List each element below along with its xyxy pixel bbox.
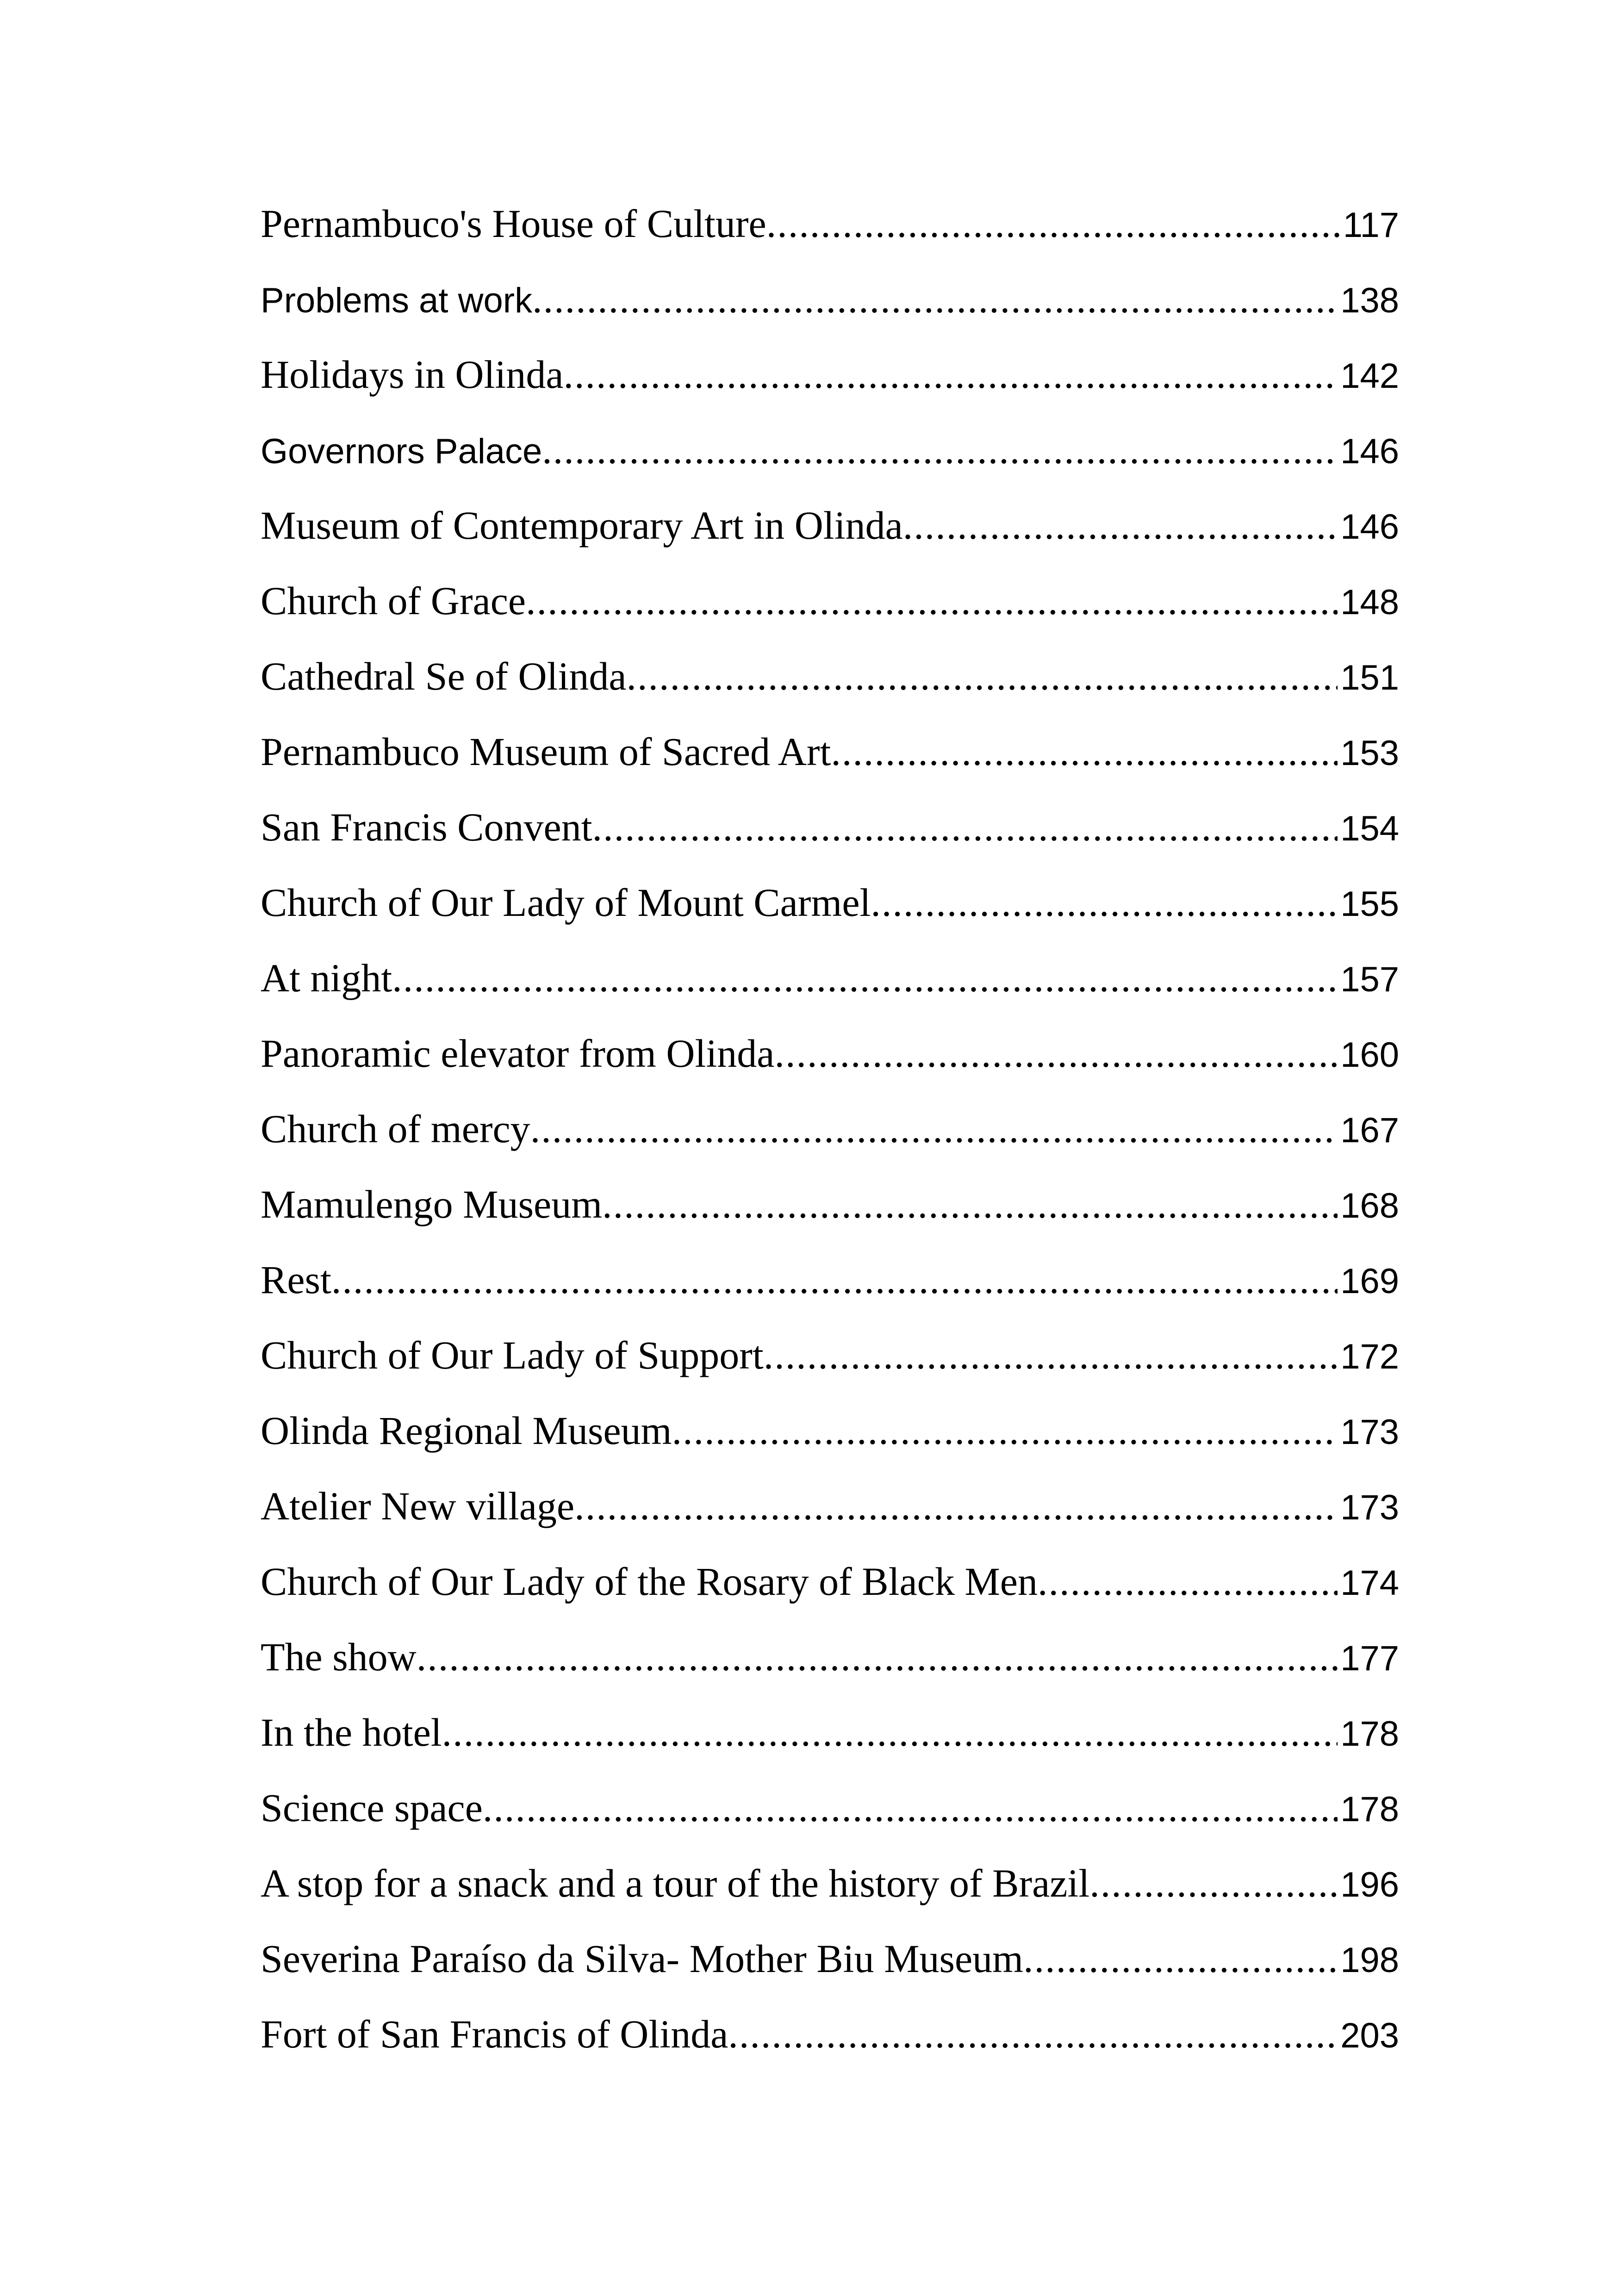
dot-leader [764, 1335, 1338, 1375]
toc-entry-page-number: 155 [1340, 884, 1399, 924]
dot-leader [766, 204, 1340, 243]
toc-entry-page-number: 172 [1340, 1337, 1399, 1376]
toc-entry-title: Cathedral Se of Olinda [261, 656, 627, 698]
toc-entry-title: Olinda Regional Museum [261, 1411, 672, 1453]
toc-entry-title: Rest [261, 1260, 331, 1302]
toc-entry[interactable] [261, 1939, 1399, 2014]
toc-entry-title: Severina Paraíso da Silva- Mother Biu Museum [261, 1939, 1024, 1981]
table-of-contents [261, 204, 1399, 2090]
toc-entry-title: Church of Our Lady of the Rosary of Black Men [261, 1562, 1038, 1604]
toc-entry[interactable] [261, 1712, 1399, 1788]
dot-leader [530, 1109, 1338, 1149]
toc-entry[interactable] [261, 883, 1399, 958]
toc-entry-title: Atelier New village [261, 1486, 575, 1528]
toc-entry-title: Problems at work [261, 281, 533, 320]
toc-entry-title: Church of Our Lady of Mount Carmel [261, 883, 871, 925]
toc-entry[interactable] [261, 505, 1399, 581]
toc-entry-page-number: 173 [1340, 1412, 1399, 1452]
toc-entry[interactable] [261, 1863, 1399, 1939]
toc-entry[interactable] [261, 1486, 1399, 1562]
dot-leader [592, 807, 1338, 847]
toc-entry-title: Church of Our Lady of Support [261, 1335, 764, 1377]
toc-entry[interactable] [261, 430, 1399, 505]
toc-entry-page-number: 177 [1340, 1639, 1399, 1678]
toc-entry-title: Church of mercy [261, 1109, 530, 1151]
toc-entry-page-number: 117 [1343, 205, 1399, 245]
dot-leader [442, 1712, 1338, 1752]
toc-entry-page-number: 168 [1340, 1186, 1399, 1226]
toc-entry-page-number: 154 [1340, 809, 1399, 848]
toc-entry-page-number: 167 [1340, 1111, 1399, 1150]
dot-leader [542, 430, 1338, 470]
dot-leader [331, 1260, 1338, 1300]
toc-entry-page-number: 178 [1340, 1714, 1399, 1754]
toc-entry-title: Panoramic elevator from Olinda [261, 1033, 775, 1076]
toc-entry-title: A stop for a snack and a tour of the history of Brazil [261, 1863, 1090, 1905]
toc-entry-title: At night [261, 958, 392, 1000]
toc-entry-title: The show [261, 1637, 417, 1679]
dot-leader [1038, 1562, 1338, 1601]
toc-entry[interactable] [261, 732, 1399, 807]
toc-entry-title: Pernambuco's House of Culture [261, 204, 766, 246]
dot-leader [1023, 1939, 1338, 1979]
toc-entry[interactable] [261, 1335, 1399, 1411]
toc-entry-title: San Francis Convent [261, 807, 592, 849]
toc-entry[interactable] [261, 2014, 1399, 2090]
dot-leader [627, 656, 1338, 696]
dot-leader [672, 1411, 1338, 1450]
toc-entry[interactable] [261, 1260, 1399, 1335]
toc-entry-title: Mamulengo Museum [261, 1184, 603, 1226]
toc-entry-page-number: 153 [1340, 734, 1399, 773]
dot-leader [831, 732, 1338, 772]
dot-leader [774, 1033, 1338, 1073]
toc-entry-title: Fort of San Francis of Olinda [261, 2014, 728, 2056]
toc-entry[interactable] [261, 581, 1399, 656]
toc-entry-page-number: 138 [1340, 281, 1399, 320]
toc-entry[interactable] [261, 656, 1399, 732]
dot-leader [532, 279, 1338, 319]
toc-entry-page-number: 198 [1340, 1941, 1399, 1980]
toc-entry-title: In the hotel [261, 1712, 442, 1755]
toc-entry[interactable] [261, 1184, 1399, 1260]
dot-leader [526, 581, 1338, 621]
toc-entry-page-number: 151 [1340, 658, 1399, 697]
toc-entry-page-number: 203 [1340, 2016, 1399, 2055]
toc-entry-page-number: 160 [1340, 1035, 1399, 1075]
toc-entry[interactable] [261, 355, 1399, 430]
toc-entry-page-number: 146 [1340, 432, 1399, 471]
toc-entry-title: Pernambuco Museum of Sacred Art [261, 732, 831, 774]
toc-entry[interactable] [261, 279, 1399, 355]
dot-leader [564, 355, 1338, 394]
toc-entry-title: Holidays in Olinda [261, 355, 564, 397]
dot-leader [903, 505, 1338, 545]
toc-entry[interactable] [261, 1788, 1399, 1863]
toc-entry-page-number: 148 [1340, 583, 1399, 622]
toc-entry-page-number: 178 [1340, 1790, 1399, 1829]
toc-entry-page-number: 173 [1340, 1488, 1399, 1527]
toc-entry-page-number: 146 [1340, 507, 1399, 547]
toc-entry-page-number: 142 [1340, 356, 1399, 396]
toc-entry-title: Science space [261, 1788, 483, 1830]
toc-entry[interactable] [261, 1109, 1399, 1184]
toc-entry[interactable] [261, 807, 1399, 883]
dot-leader [1089, 1863, 1338, 1903]
toc-entry[interactable] [261, 1637, 1399, 1712]
dot-leader [574, 1486, 1338, 1526]
toc-entry-page-number: 169 [1340, 1262, 1399, 1301]
dot-leader [602, 1184, 1338, 1224]
toc-entry[interactable] [261, 204, 1399, 279]
toc-entry[interactable] [261, 1411, 1399, 1486]
toc-entry[interactable] [261, 1562, 1399, 1637]
toc-entry[interactable] [261, 1033, 1399, 1109]
dot-leader [392, 958, 1338, 998]
toc-entry-page-number: 174 [1340, 1563, 1399, 1603]
dot-leader [871, 883, 1338, 922]
toc-entry-title: Governors Palace [261, 432, 542, 471]
toc-entry-title: Museum of Contemporary Art in Olinda [261, 505, 903, 548]
toc-entry[interactable] [261, 958, 1399, 1033]
dot-leader [728, 2014, 1338, 2054]
toc-entry-page-number: 196 [1340, 1865, 1399, 1904]
dot-leader [483, 1788, 1338, 1828]
toc-entry-page-number: 157 [1340, 960, 1399, 999]
toc-entry-title: Church of Grace [261, 581, 526, 623]
dot-leader [417, 1637, 1338, 1677]
